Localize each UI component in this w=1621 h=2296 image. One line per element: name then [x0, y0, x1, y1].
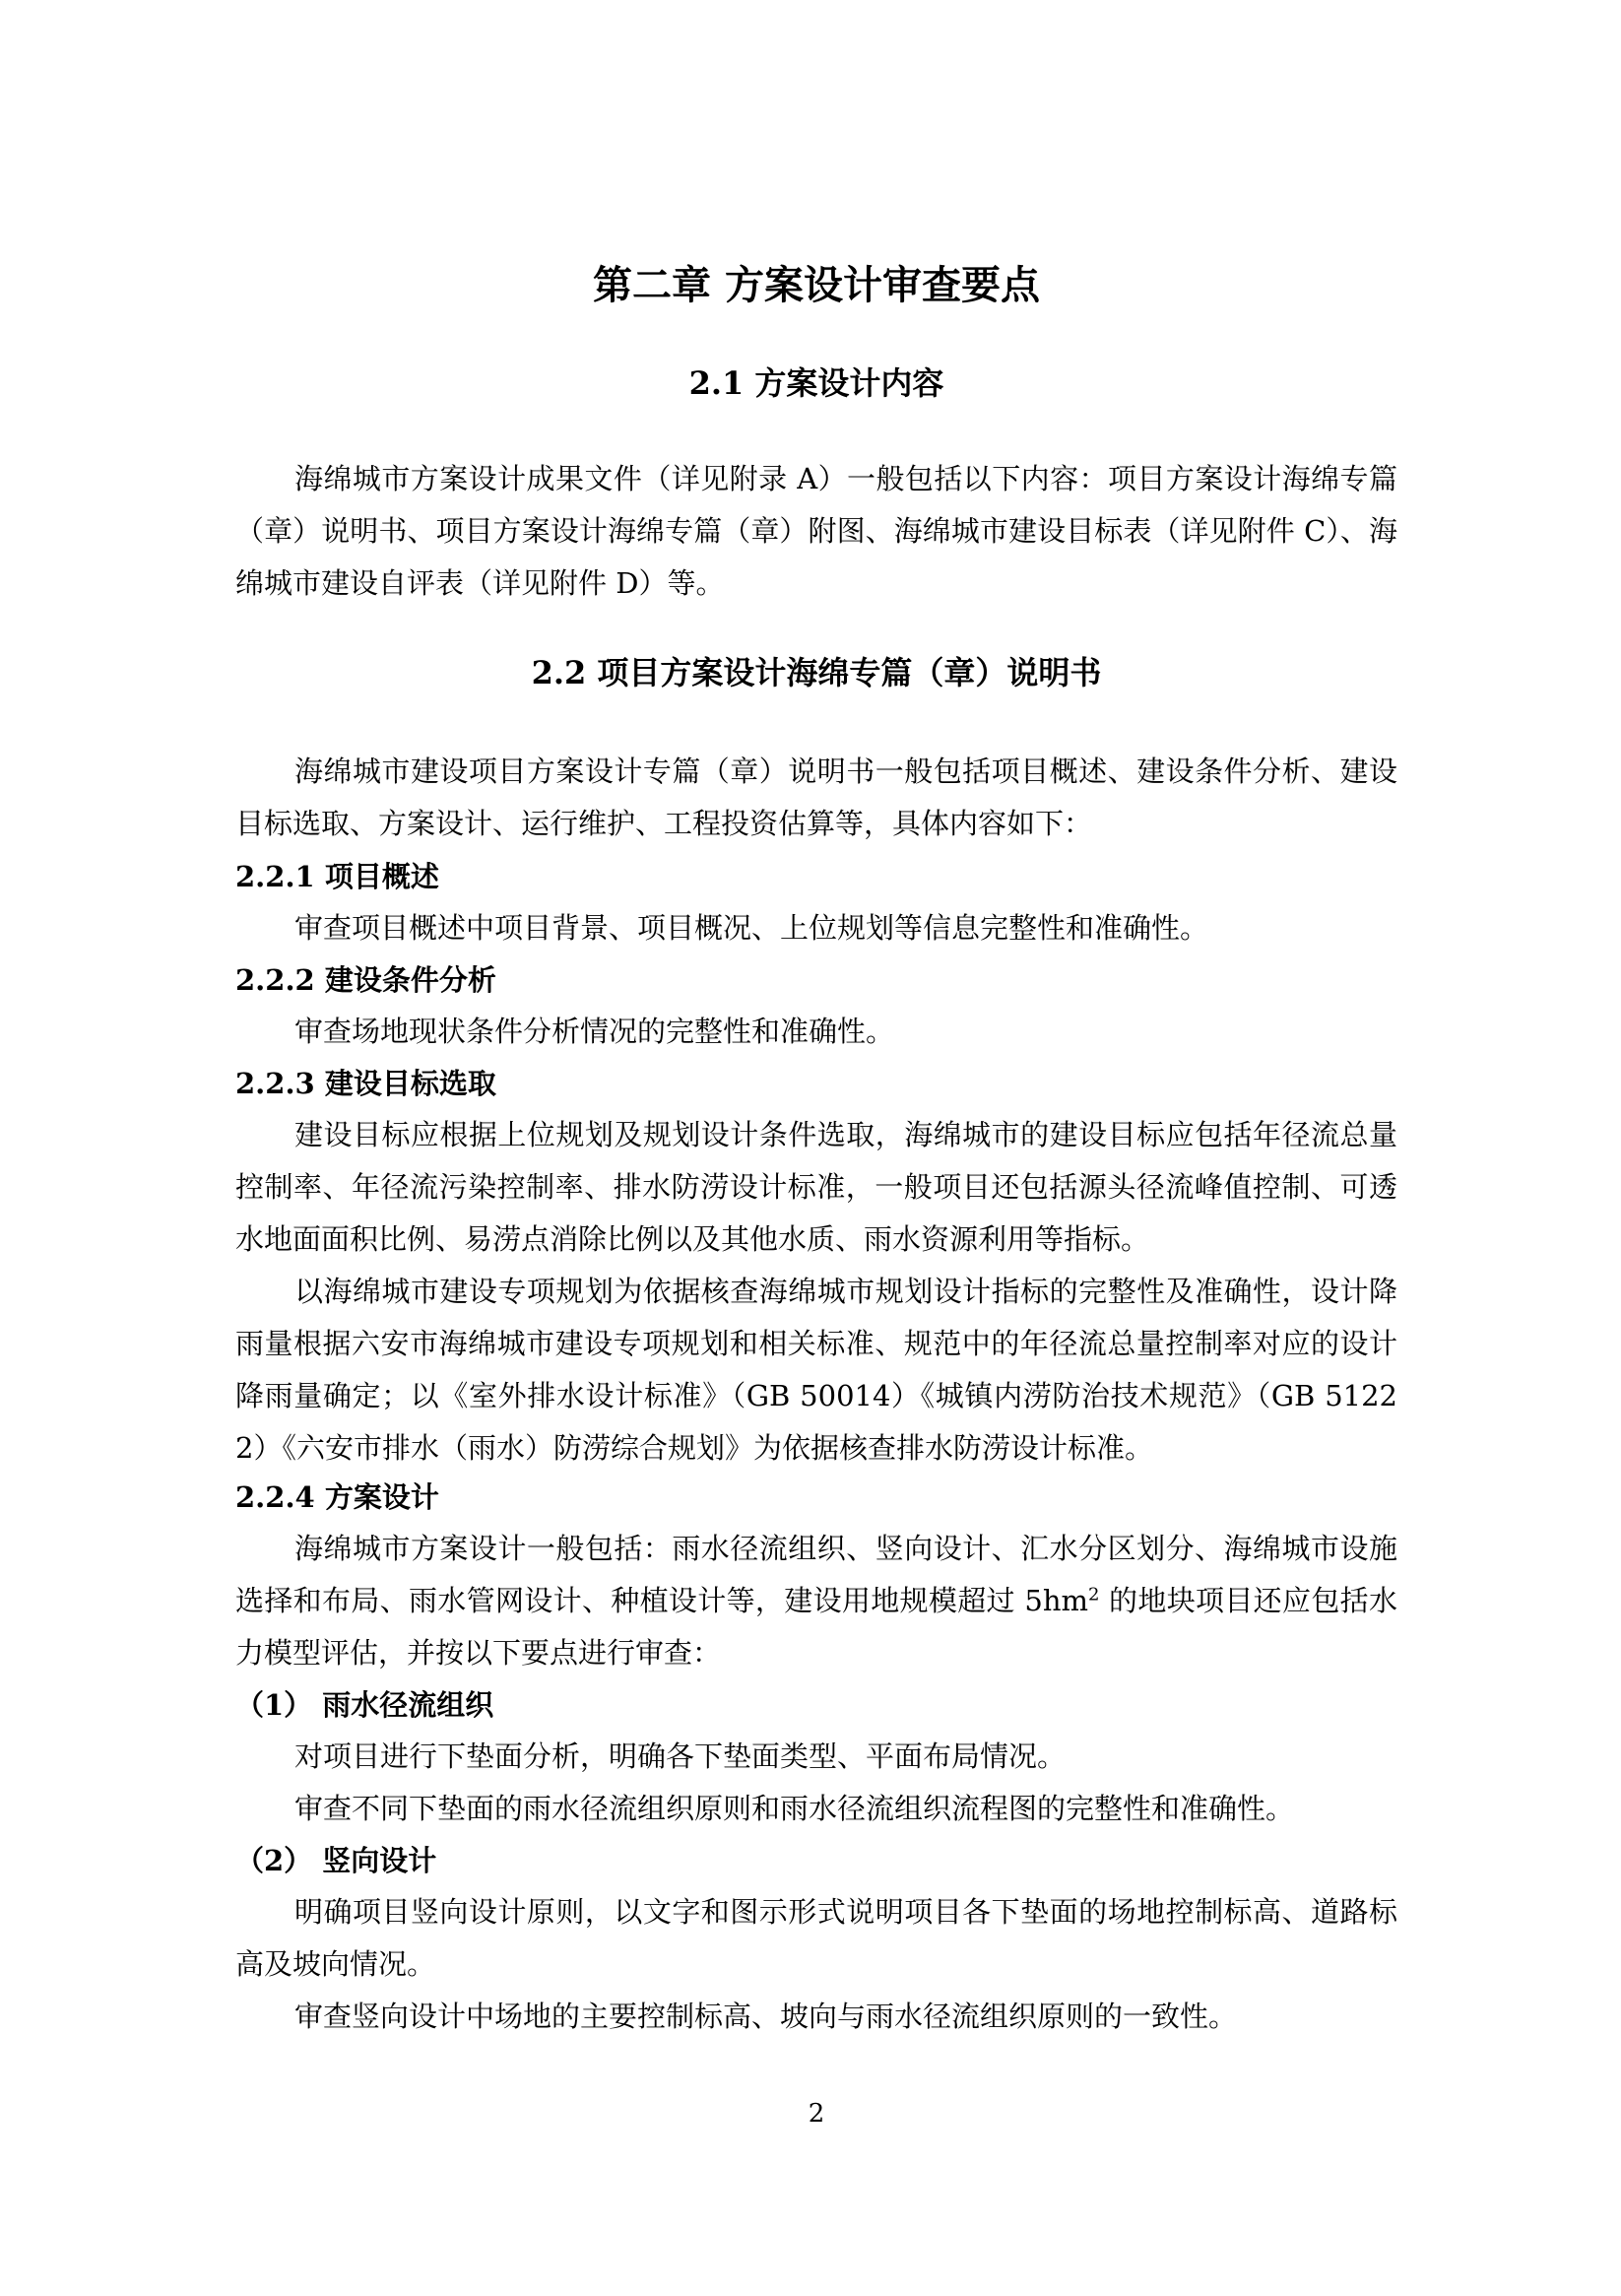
section-2-2-title: 2.2 项目方案设计海绵专篇（章）说明书: [531, 654, 1102, 691]
subsection-2-2-1-title: 2.2.1 项目概述: [235, 860, 439, 893]
subsection-2-2-4-paragraph: [235, 1523, 1397, 1679]
item-2-paragraph-1: 明确项目竖向设计原则，以文字和图示形式说明项目各下垫面的场地控制标高、道路标高及坡向情况。: [235, 1895, 1397, 1981]
chapter-title: 第二章 方案设计审查要点: [593, 262, 1040, 308]
subsection-2-2-3-title: 2.2.3 建设目标选取: [235, 1067, 496, 1100]
item-1-paragraph-2: 审查不同下垫面的雨水径流组织原则和雨水径流组织流程图的完整性和准确性。: [294, 1792, 1295, 1825]
section-2-1-paragraph: 海绵城市方案设计成果文件（详见附录 A）一般包括以下内容：项目方案设计海绵专篇（章）说明书、项目方案设计海绵专篇（章）附图、海绵城市建设目标表（详见附件 C）、海绵城市建设自评表（详见附件 D）等。: [235, 462, 1397, 600]
section-2-2-paragraph: 海绵城市建设项目方案设计专篇（章）说明书一般包括项目概述、建设条件分析、建设目标选取、方案设计、运行维护、工程投资估算等，具体内容如下：: [235, 754, 1397, 840]
subsection-2-2-1-paragraph: 审查项目概述中项目背景、项目概况、上位规划等信息完整性和准确性。: [294, 911, 1209, 945]
subsection-2-2-4-paragraph-text-after: 的地块项目还应包括水力模型评估，并按以下要点进行审查：: [235, 1584, 1397, 1670]
subsection-2-2-3-paragraph-2: 以海绵城市建设专项规划为依据核查海绵城市规划设计指标的完整性及准确性，设计降雨量根据六安市海绵城市建设专项规划和相关标准、规范中的年径流总量控制率对应的设计降雨量确定；以《室外排水设计标准》（GB 50014）《城镇内涝防治技术规范》（GB 51222）《六安市排水（雨水）防涝综合规划》为依据核查排水防涝设计标准。: [235, 1275, 1397, 1465]
subsection-2-2-4-paragraph-text-before: 海绵城市方案设计一般包括：雨水径流组织、竖向设计、汇水分区划分、海绵城市设施选择和布局、雨水管网设计、种植设计等，建设用地规模超过 5hm: [235, 1532, 1397, 1617]
subsection-2-2-3-paragraph-1: 建设目标应根据上位规划及规划设计条件选取，海绵城市的建设目标应包括年径流总量控制率、年径流污染控制率、排水防涝设计标准，一般项目还包括源头径流峰值控制、可透水地面面积比例、易涝点消除比例以及其他水质、雨水资源利用等指标。: [235, 1118, 1397, 1256]
item-1-paragraph-1: 对项目进行下垫面分析，明确各下垫面类型、平面布局情况。: [294, 1739, 1067, 1773]
subsection-2-2-2-title: 2.2.2 建设条件分析: [235, 963, 496, 997]
subsection-2-2-4-title: 2.2.4 方案设计: [235, 1480, 439, 1514]
item-2-paragraph-2: 审查竖向设计中场地的主要控制标高、坡向与雨水径流组织原则的一致性。: [294, 2000, 1238, 2033]
item-2-title: （2） 竖向设计: [235, 1844, 437, 1877]
superscript-2: 2: [1088, 1584, 1100, 1606]
section-2-1-title: 2.1 方案设计内容: [688, 364, 944, 402]
page-number: 2: [808, 2099, 825, 2129]
subsection-2-2-2-paragraph: 审查场地现状条件分析情况的完整性和准确性。: [294, 1015, 895, 1048]
item-1-title: （1） 雨水径流组织: [235, 1688, 494, 1722]
